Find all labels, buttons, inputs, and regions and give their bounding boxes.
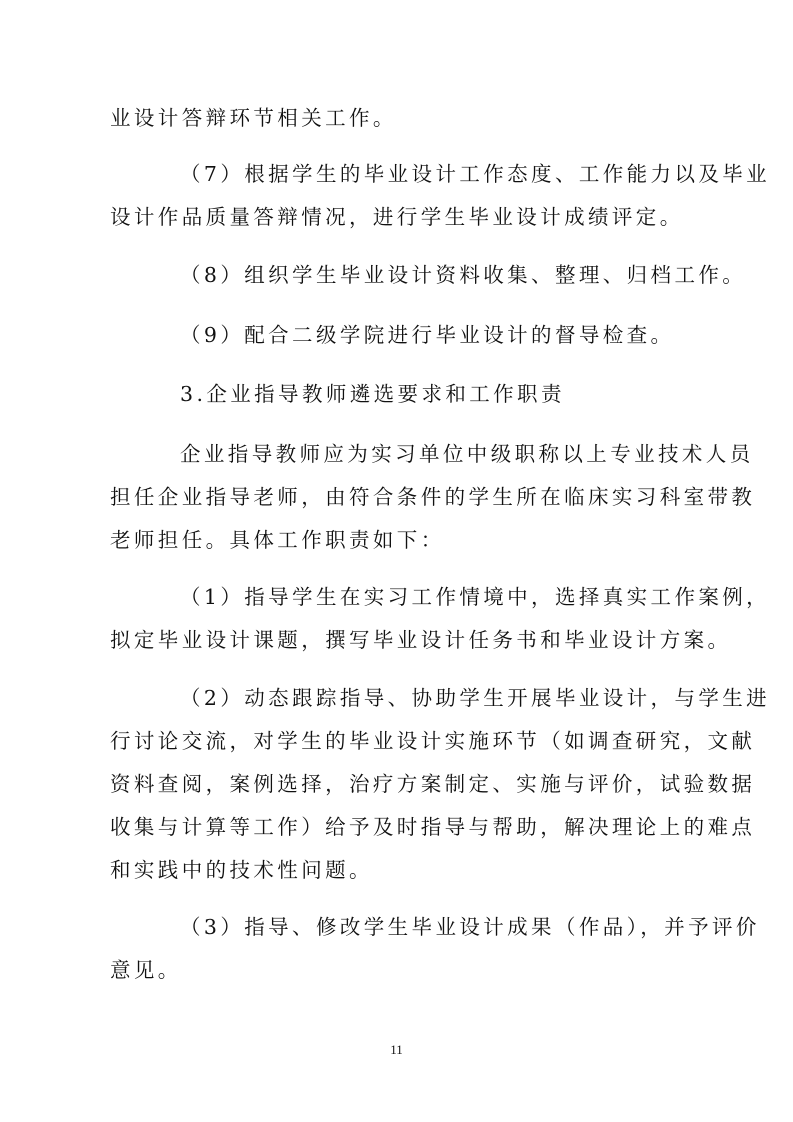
text-line: （1）指导学生在实习工作情境中，选择真实工作案例， [180, 585, 771, 609]
section-heading: 3.企业指导教师遴选要求和工作职责 [180, 382, 565, 406]
text-line: 行讨论交流，对学生的毕业设计实施环节（如调查研究，文献 [110, 729, 756, 753]
text-line: 意见。 [110, 958, 182, 982]
text-line: 担任企业指导老师，由符合条件的学生所在临床实习科室带教 [110, 485, 756, 509]
text-line: 资料查阅，案例选择，治疗方案制定、实施与评价，试验数据 [110, 772, 756, 796]
text-line: 拟定毕业设计课题，撰写毕业设计任务书和毕业设计方案。 [110, 628, 732, 652]
text-line: 设计作品质量答辩情况，进行学生毕业设计成绩评定。 [110, 205, 684, 229]
text-line: 老师担任。具体工作职责如下： [110, 528, 445, 552]
text-line: （3）指导、修改学生毕业设计成果（作品），并予评价 [180, 915, 760, 939]
text-line: （8）组织学生毕业设计资料收集、整理、归档工作。 [180, 263, 747, 287]
text-line: 和实践中的技术性问题。 [110, 858, 373, 882]
text-line: （9）配合二级学院进行毕业设计的督导检查。 [180, 323, 675, 347]
text-line: 企业指导教师应为实习单位中级职称以上专业技术人员 [180, 442, 754, 466]
text-line: （2）动态跟踪指导、协助学生开展毕业设计，与学生进 [180, 686, 771, 710]
text-line: （7）根据学生的毕业设计工作态度、工作能力以及毕业 [180, 162, 771, 186]
text-line: 业设计答辩环节相关工作。 [110, 106, 397, 130]
page-number: 11 [390, 1042, 403, 1057]
text-line: 收集与计算等工作）给予及时指导与帮助，解决理论上的难点 [110, 815, 756, 839]
